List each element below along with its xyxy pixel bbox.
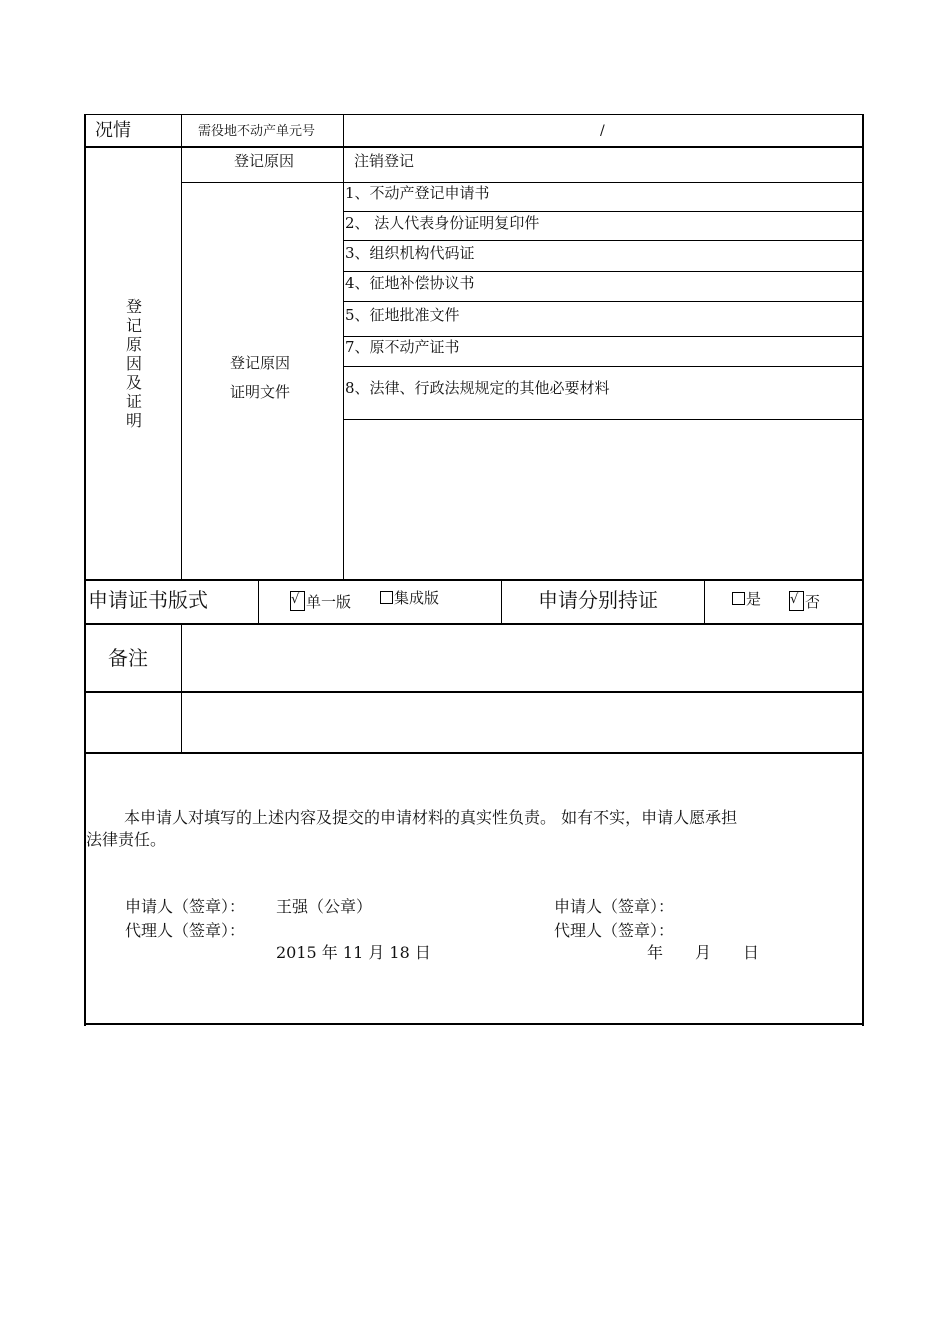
- proof-item: 4、征地补偿协议书: [345, 274, 475, 292]
- table-top-border: [84, 114, 864, 115]
- row-divider: [84, 623, 864, 625]
- row-divider: [343, 366, 864, 367]
- col-divider: [343, 147, 344, 580]
- right-agent-label: 代理人（签章）：: [554, 921, 675, 940]
- option-no-label: 否: [805, 593, 821, 611]
- left-agent-label: 代理人（签章）：: [125, 921, 246, 940]
- row-divider: [84, 752, 864, 754]
- row-divider: [84, 691, 864, 693]
- left-applicant-label: 申请人（签章）：: [125, 897, 246, 916]
- col-divider: [343, 114, 344, 148]
- right-date-month: 月: [695, 943, 712, 962]
- right-applicant-label: 申请人（签章）：: [554, 897, 675, 916]
- option-yes[interactable]: [732, 592, 761, 607]
- check-mark-icon: √: [291, 592, 300, 607]
- option-yes-label: 是: [746, 590, 762, 608]
- col-divider: [181, 114, 182, 580]
- remarks-label: 备注: [108, 646, 148, 670]
- unit-number-label: 需役地不动产单元号: [198, 124, 316, 139]
- proof-label-line2: 证明文件: [230, 383, 291, 401]
- option-single-label: 单一版: [306, 593, 352, 611]
- col-divider: [501, 580, 502, 624]
- proof-label-line1: 登记原因: [230, 354, 291, 372]
- check-mark-icon: √: [790, 592, 799, 607]
- proof-item: 2、 法人代表身份证明复印件: [345, 214, 540, 232]
- table-left-border: [84, 114, 86, 1026]
- col-divider: [258, 580, 259, 624]
- declaration-line2: 法律责任。: [86, 830, 167, 849]
- option-no[interactable]: [789, 591, 820, 611]
- proof-item: 1、不动产登记申请书: [345, 184, 490, 202]
- proof-item: 7、原不动产证书: [345, 338, 460, 356]
- proof-item: 8、法律、行政法规规定的其他必要材料: [345, 379, 610, 397]
- option-integrated-label: 集成版: [394, 589, 440, 607]
- row-divider: [343, 336, 864, 337]
- row-divider: [181, 182, 864, 183]
- left-date: 2015 年 11 月 18 日: [276, 943, 431, 962]
- option-integrated[interactable]: [380, 591, 439, 606]
- row-divider: [343, 211, 864, 212]
- single-checkbox[interactable]: [290, 591, 305, 611]
- row-divider: [84, 579, 864, 581]
- section-label: 况情: [95, 120, 131, 141]
- row-divider: [343, 419, 864, 420]
- row-divider: [84, 146, 864, 148]
- left-applicant-value: 王强（公章）: [276, 897, 373, 916]
- proof-item: 3、组织机构代码证: [345, 244, 475, 262]
- row-divider: [343, 271, 864, 272]
- reason-vertical-label: 登记原因及证明: [125, 297, 142, 430]
- option-single[interactable]: [290, 591, 351, 611]
- table-right-border: [862, 114, 864, 1026]
- cert-format-label: 申请证书版式: [88, 588, 208, 612]
- reason-value: 注销登记: [354, 152, 415, 170]
- unit-number-value: /: [600, 123, 605, 139]
- col-divider: [181, 624, 182, 753]
- col-divider: [704, 580, 705, 624]
- yes-checkbox[interactable]: [732, 592, 745, 605]
- row-divider: [343, 301, 864, 302]
- separate-cert-label: 申请分别持证: [538, 588, 658, 612]
- no-checkbox[interactable]: [789, 591, 804, 611]
- table-bottom-border: [84, 1023, 864, 1025]
- row-divider: [343, 240, 864, 241]
- declaration-line1: 本申请人对填写的上述内容及提交的申请材料的真实性负责。 如有不实，申请人愿承担: [124, 808, 738, 827]
- right-date-year: 年: [647, 943, 664, 962]
- integrated-checkbox[interactable]: [380, 591, 393, 604]
- right-date-day: 日: [743, 943, 760, 962]
- reason-label: 登记原因: [234, 152, 295, 170]
- proof-item: 5、征地批准文件: [345, 306, 460, 324]
